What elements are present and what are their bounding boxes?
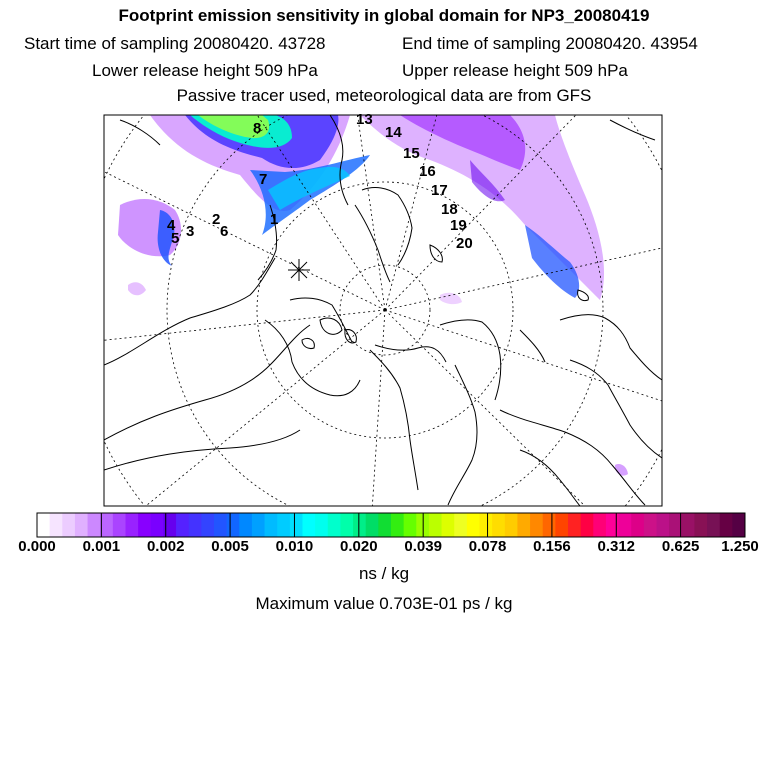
trajectory-label: 7 <box>259 171 268 188</box>
colorbar-swatch <box>606 513 619 537</box>
colorbar-swatch <box>50 513 63 537</box>
colorbar-tick-label: 0.312 <box>597 538 636 555</box>
trajectory-label: 8 <box>253 120 262 137</box>
lower-release-label: Lower release height 509 hPa <box>92 61 318 80</box>
colorbar-tick-label: 0.156 <box>533 538 571 555</box>
colorbar-tick-label: 0.005 <box>211 538 249 555</box>
colorbar-swatch <box>732 513 745 537</box>
colorbar-tick-label: 0.625 <box>661 538 700 555</box>
colorbar-tick-label: 0.002 <box>146 538 185 555</box>
upper-release-label: Upper release height 509 hPa <box>402 61 628 80</box>
start-time-label: Start time of sampling 20080420. 43728 <box>24 34 326 53</box>
colorbar-swatch <box>593 513 606 537</box>
colorbar-swatch <box>151 513 164 537</box>
colorbar-tick-label: 1.250 <box>721 538 759 555</box>
colorbar-swatch <box>227 513 240 537</box>
colorbar-swatch <box>429 513 442 537</box>
colorbar-units: ns / kg <box>358 564 410 583</box>
colorbar-swatch <box>707 513 720 537</box>
colorbar-swatch <box>126 513 139 537</box>
colorbar-tick-label: 0.010 <box>275 538 314 555</box>
colorbar-swatch <box>176 513 189 537</box>
colorbar-swatch <box>619 513 632 537</box>
colorbar-swatch <box>277 513 290 537</box>
colorbar-swatch <box>328 513 341 537</box>
trajectory-label: 17 <box>431 182 448 199</box>
colorbar-swatch <box>682 513 695 537</box>
colorbar-swatch <box>138 513 151 537</box>
colorbar-swatch <box>391 513 404 537</box>
colorbar-swatch <box>189 513 202 537</box>
trajectory-label: 2 <box>212 211 221 228</box>
maximum-value-label: Maximum value 0.703E-01 ps / kg <box>255 594 513 613</box>
end-time-label: End time of sampling 20080420. 43954 <box>402 34 698 53</box>
colorbar-swatch <box>530 513 543 537</box>
colorbar-swatch <box>720 513 733 537</box>
trajectory-label: 5 <box>171 230 180 247</box>
colorbar-swatch <box>239 513 252 537</box>
trajectory-label: 13 <box>356 111 373 128</box>
colorbar-swatch <box>303 513 316 537</box>
trajectory-label: 19 <box>450 217 467 234</box>
colorbar-swatch <box>454 513 467 537</box>
map-background <box>104 115 662 506</box>
colorbar-swatch <box>505 513 518 537</box>
colorbar-swatch <box>492 513 505 537</box>
colorbar-swatch <box>340 513 353 537</box>
trajectory-label: 15 <box>403 145 420 162</box>
colorbar-swatch <box>568 513 581 537</box>
colorbar-swatch <box>201 513 214 537</box>
colorbar-swatch <box>581 513 594 537</box>
release-point-marker <box>288 259 310 281</box>
colorbar-tick-label: 0.020 <box>340 538 378 555</box>
colorbar-swatch <box>62 513 75 537</box>
trajectory-label: 6 <box>220 223 229 240</box>
colorbar-swatch <box>543 513 556 537</box>
colorbar-swatch <box>555 513 568 537</box>
trajectory-label: 14 <box>385 124 402 141</box>
colorbar-swatch <box>75 513 88 537</box>
colorbar-swatch <box>644 513 657 537</box>
colorbar-swatch <box>315 513 328 537</box>
colorbar-swatch <box>252 513 265 537</box>
colorbar-swatch <box>37 513 50 537</box>
colorbar-tick-label: 0.039 <box>404 538 442 555</box>
colorbar-swatch <box>366 513 379 537</box>
colorbar-swatch <box>442 513 455 537</box>
colorbar-swatch <box>480 513 493 537</box>
colorbar-swatch <box>694 513 707 537</box>
colorbar-swatch <box>214 513 227 537</box>
colorbar-swatch <box>88 513 101 537</box>
trajectory-label: 1 <box>270 211 279 228</box>
tracer-note: Passive tracer used, meteorological data are from GFS <box>176 86 592 105</box>
trajectory-label: 18 <box>441 201 458 218</box>
colorbar-swatch <box>353 513 366 537</box>
trajectory-label: 20 <box>456 235 473 252</box>
colorbar-swatch <box>265 513 278 537</box>
colorbar-tick-label: 0.000 <box>18 538 56 555</box>
colorbar-swatch <box>517 513 530 537</box>
colorbar-swatch <box>404 513 417 537</box>
trajectory-label: 16 <box>419 163 436 180</box>
plot-title: Footprint emission sensitivity in global domain for NP3_20080419 <box>118 6 650 25</box>
colorbar-tick-label: 0.078 <box>468 538 507 555</box>
colorbar-tick-label: 0.001 <box>82 538 121 555</box>
colorbar-swatch <box>467 513 480 537</box>
colorbar-swatch <box>631 513 644 537</box>
colorbar-swatch <box>378 513 391 537</box>
trajectory-label: 3 <box>186 223 195 240</box>
trajectory-label: 4 <box>167 217 176 234</box>
colorbar-swatch <box>290 513 303 537</box>
colorbar-swatch <box>113 513 126 537</box>
colorbar <box>37 513 746 537</box>
colorbar-swatch <box>100 513 113 537</box>
colorbar-swatch <box>657 513 670 537</box>
